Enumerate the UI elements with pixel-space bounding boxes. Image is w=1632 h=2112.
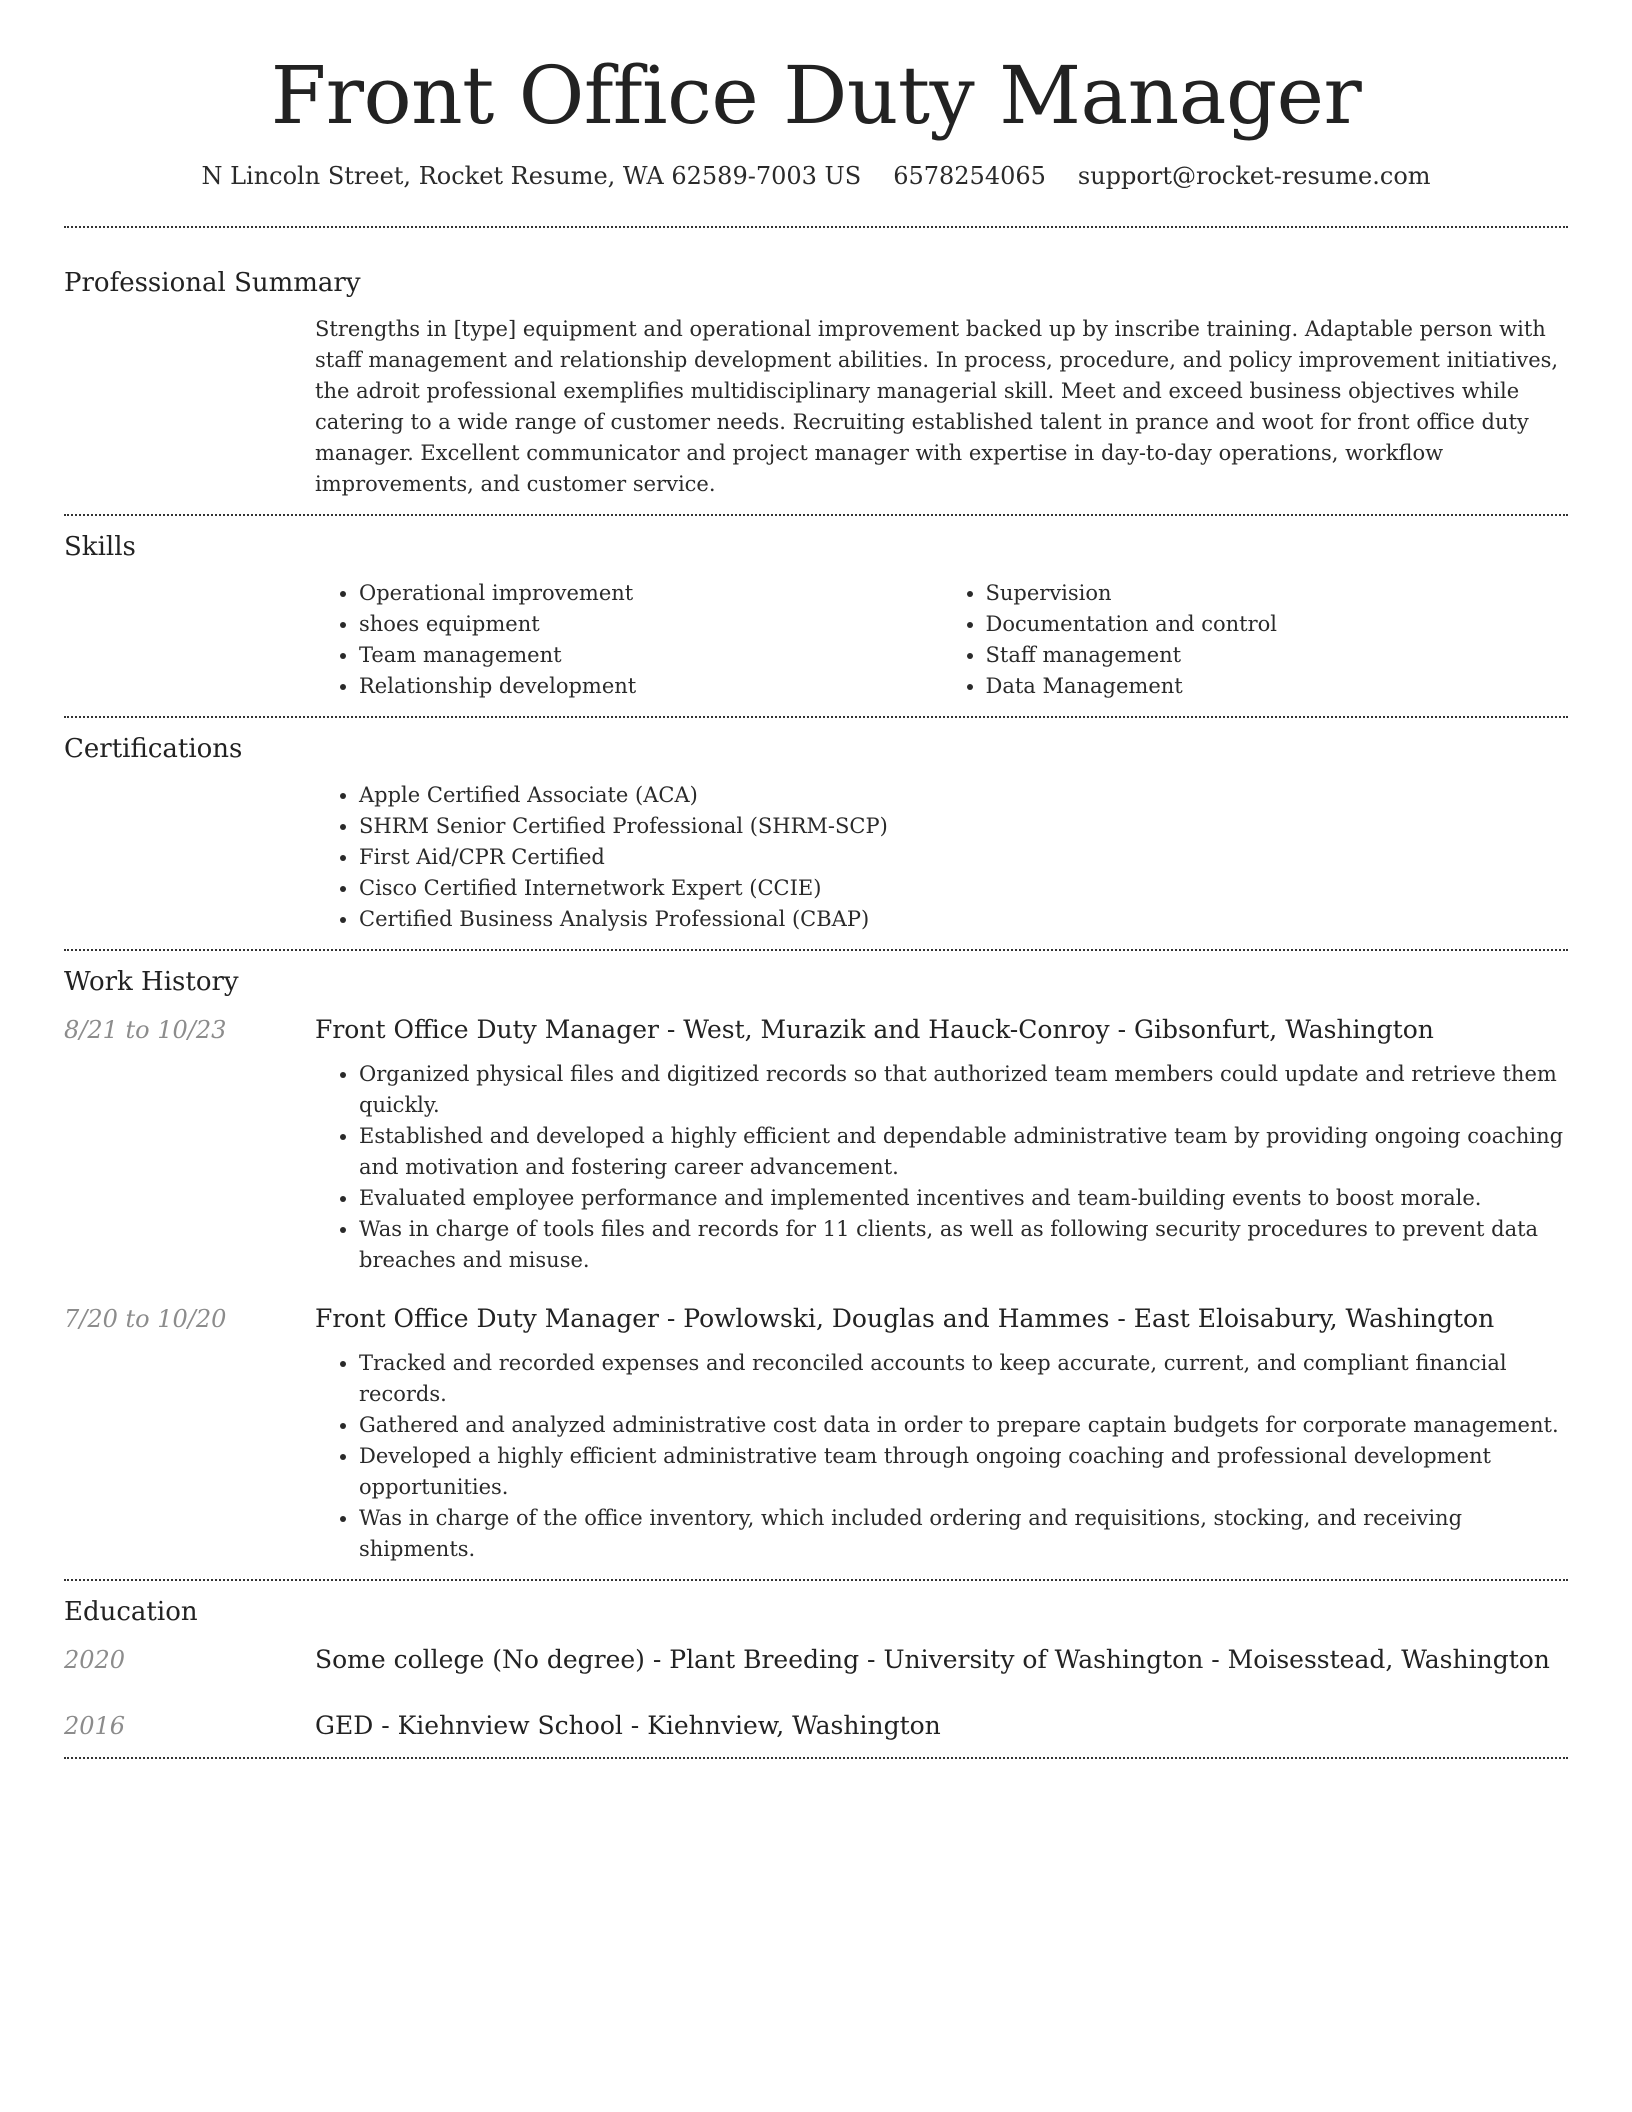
contact-email: support@rocket-resume.com (1077, 162, 1431, 190)
certifications-section (64, 718, 1568, 949)
work-history-section (64, 951, 1568, 1579)
certification-item: • Certified Business Analysis Professional (CBAP) (359, 904, 1568, 935)
job-heading: Front Office Duty Manager - Powlowski, Douglas and Hammes - East Eloisabury, Washington (315, 1304, 1495, 1333)
education-details: Some college (No degree) - Plant Breeding - University of Washington - Moisesstead, Washington (315, 1645, 1550, 1674)
certification-item: • Cisco Certified Internetwork Expert (CCIE) (359, 873, 1568, 904)
certifications-heading: Certifications (64, 734, 243, 764)
job-dates: 7/20 to 10/20 (64, 1305, 227, 1333)
job-bullets (315, 1348, 1568, 1565)
certification-item: • SHRM Senior Certified Professional (SHRM-SCP) (359, 811, 1568, 842)
job-dates: 8/21 to 10/23 (64, 1016, 227, 1044)
contact-line (64, 162, 1568, 190)
education-year: 2020 (64, 1646, 126, 1674)
job-bullet: • Evaluated employee performance and implemented incentives and team-building events to boost morale. (359, 1183, 1568, 1214)
skills-list-left (315, 578, 942, 702)
skills-heading: Skills (64, 532, 136, 562)
education-heading: Education (64, 1597, 198, 1627)
summary-text: Strengths in [type] equipment and operational improvement backed up by inscribe training. Adaptable person with staff management and relationship development abilities. In process, procedure, and policy improvement initiatives, the adroit professional exemplifies multidisciplinary managerial skill. Meet and exceed business objectives while catering to a wide range of customer needs. Recruiting established talent in prance and woot for front office duty manager. Excellent communicator and project manager with expertise in day-to-day operations, workflow improvements, and customer service. (315, 317, 1559, 496)
job-bullet: • Gathered and analyzed administrative cost data in order to prepare captain budgets for corporate management. (359, 1410, 1568, 1441)
skill-item: • Team management (359, 640, 942, 671)
job-body (315, 1302, 1568, 1565)
skills-list-right (942, 578, 1569, 702)
job-bullet: • Was in charge of tools files and records for 11 clients, as well as following security procedures to prevent data breaches and misuse. (359, 1214, 1568, 1276)
contact-phone: 6578254065 (893, 162, 1046, 190)
job-bullet: • Tracked and recorded expenses and reconciled accounts to keep accurate, current, and compliant financial records. (359, 1348, 1568, 1410)
job-entry (64, 1302, 1568, 1565)
job-bullets (315, 1059, 1568, 1276)
job-body (315, 1013, 1568, 1276)
skills-section (64, 516, 1568, 716)
job-heading: Front Office Duty Manager - West, Murazik and Hauck-Conroy - Gibsonfurt, Washington (315, 1015, 1434, 1044)
skill-item: • Documentation and control (986, 609, 1569, 640)
contact-address: N Lincoln Street, Rocket Resume, WA 62589-7003 US (201, 162, 862, 190)
job-bullet: • Was in charge of the office inventory, which included ordering and requisitions, stocking, and receiving shipments. (359, 1503, 1568, 1565)
candidate-name: Front Office Duty Manager (270, 49, 1362, 142)
certifications-list (315, 780, 1568, 935)
education-entry (64, 1709, 1568, 1743)
skill-item: • Operational improvement (359, 578, 942, 609)
section-divider (64, 1757, 1568, 1759)
education-details: GED - Kiehnview School - Kiehnview, Washington (315, 1711, 941, 1740)
job-bullet: • Organized physical files and digitized records so that authorized team members could update and retrieve them quickly. (359, 1059, 1568, 1121)
resume-header (64, 0, 1568, 190)
certifications-content (315, 780, 1568, 935)
education-section (64, 1581, 1568, 1757)
job-bullet: • Developed a highly efficient administrative team through ongoing coaching and professional development opportunities. (359, 1441, 1568, 1503)
certification-item: • First Aid/CPR Certified (359, 842, 1568, 873)
education-entry (64, 1643, 1568, 1677)
summary-section (64, 228, 1568, 514)
skill-item: • Staff management (986, 640, 1569, 671)
job-entry (64, 1013, 1568, 1276)
certification-item: • Apple Certified Associate (ACA) (359, 780, 1568, 811)
summary-heading: Professional Summary (64, 268, 361, 298)
skill-item: • Relationship development (359, 671, 942, 702)
skill-item: • shoes equipment (359, 609, 942, 640)
work-history-heading: Work History (64, 967, 239, 997)
summary-content (315, 314, 1568, 500)
skill-item: • Data Management (986, 671, 1569, 702)
job-bullet: • Established and developed a highly efficient and dependable administrative team by providing ongoing coaching and motivation and fostering career advancement. (359, 1121, 1568, 1183)
skills-grid (315, 578, 1568, 702)
skill-item: • Supervision (986, 578, 1569, 609)
education-year: 2016 (64, 1712, 126, 1740)
